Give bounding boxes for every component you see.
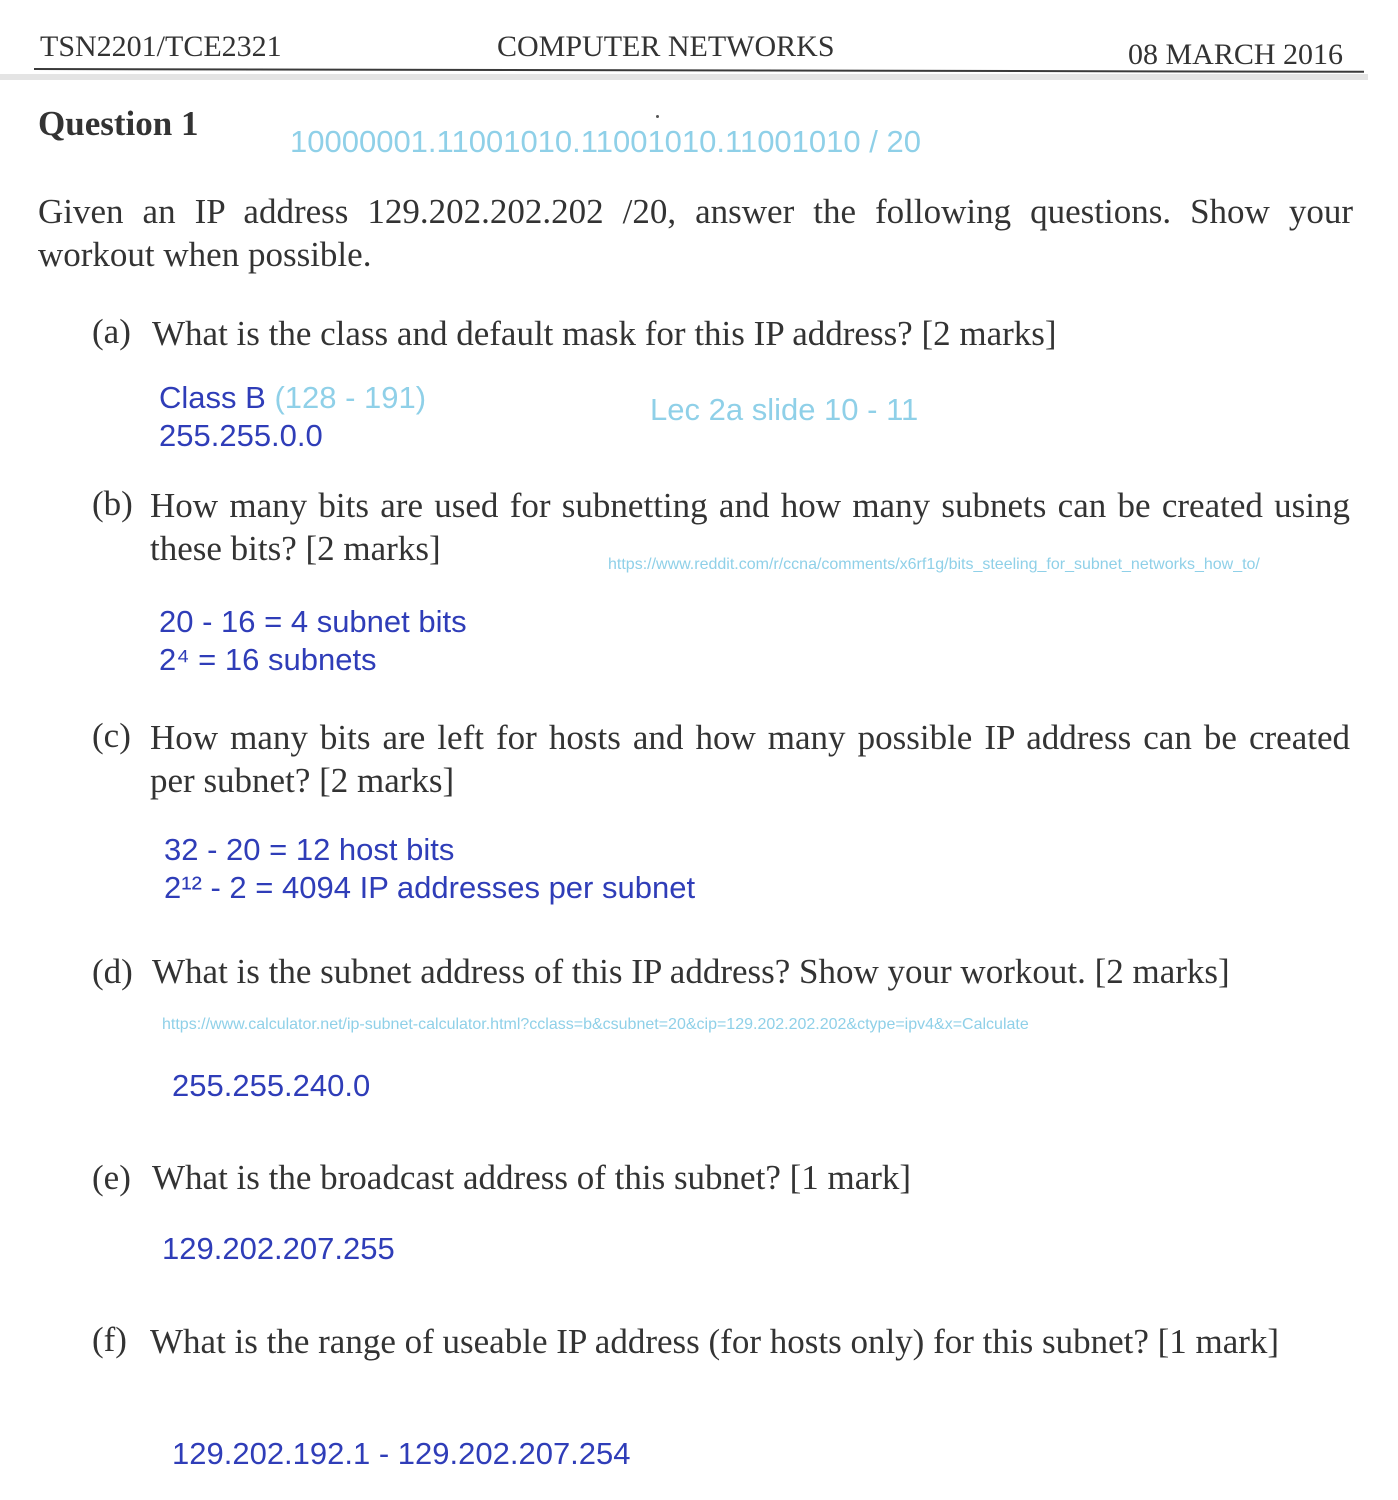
part-b-text: How many bits are used for subnetting and how many subnets can be created using these bits? [2 marks] [150,486,1350,568]
lecture-reference-note: Lec 2a slide 10 - 11 [650,392,919,427]
part-f-answer: 129.202.192.1 - 129.202.207.254 [172,1436,631,1471]
part-b-label: (b) [92,484,133,523]
part-d-calculator-link[interactable]: https://www.calculator.net/ip-subnet-calculator.html?cclass=b&csubnet=20&cip=129.202.202.202&ctype=ipv4&x=Calculate [162,1016,1029,1033]
part-d-text: What is the subnet address of this IP address? Show your workout. [2 marks] [152,952,1230,991]
course-title: COMPUTER NETWORKS [497,30,835,63]
stray-dot [656,115,659,118]
question-intro: Given an IP address 129.202.202.202 /20, answer the following questions. Show your workout when possible. [38,192,1353,274]
part-a-label: (a) [92,312,131,351]
question-title: Question 1 [38,104,199,143]
part-b-reference-link[interactable]: https://www.reddit.com/r/ccna/comments/x6rf1g/bits_steeling_for_subnet_networks_how_to/ [608,556,1260,573]
part-c-answer-line1: 32 - 20 = 12 host bits [164,832,455,867]
part-c-label: (c) [92,716,131,755]
class-range-note: (128 - 191) [274,380,427,415]
part-a-text: What is the class and default mask for this IP address? [2 marks] [152,314,1057,353]
part-c-text: How many bits are left for hosts and how many possible IP address can be created per subnet? [2 marks] [150,718,1350,800]
header-shadow [0,74,1368,80]
part-c-answer-line2: 2¹² - 2 = 4094 IP addresses per subnet [164,870,696,905]
course-code: TSN2201/TCE2321 [40,30,282,63]
part-e-label: (e) [92,1158,131,1197]
part-a-answer-mask: 255.255.0.0 [159,418,323,453]
part-f-label: (f) [92,1320,127,1359]
part-b-answer-line2: 2⁴ = 16 subnets [159,642,377,677]
answer-class: Class B [159,380,266,415]
part-d-label: (d) [92,952,133,991]
part-e-text: What is the broadcast address of this subnet? [1 mark] [152,1158,912,1197]
part-e-answer: 129.202.207.255 [162,1231,395,1266]
part-d-answer: 255.255.240.0 [172,1068,371,1103]
exam-date: 08 MARCH 2016 [1128,38,1344,71]
binary-note: 10000001.11001010.11001010.11001010 / 20 [290,124,921,159]
part-f-text: What is the range of useable IP address (for hosts only) for this subnet? [1 mark] [150,1322,1280,1361]
part-b-answer-line1: 20 - 16 = 4 subnet bits [159,604,467,639]
part-a-answer-class [159,380,426,416]
